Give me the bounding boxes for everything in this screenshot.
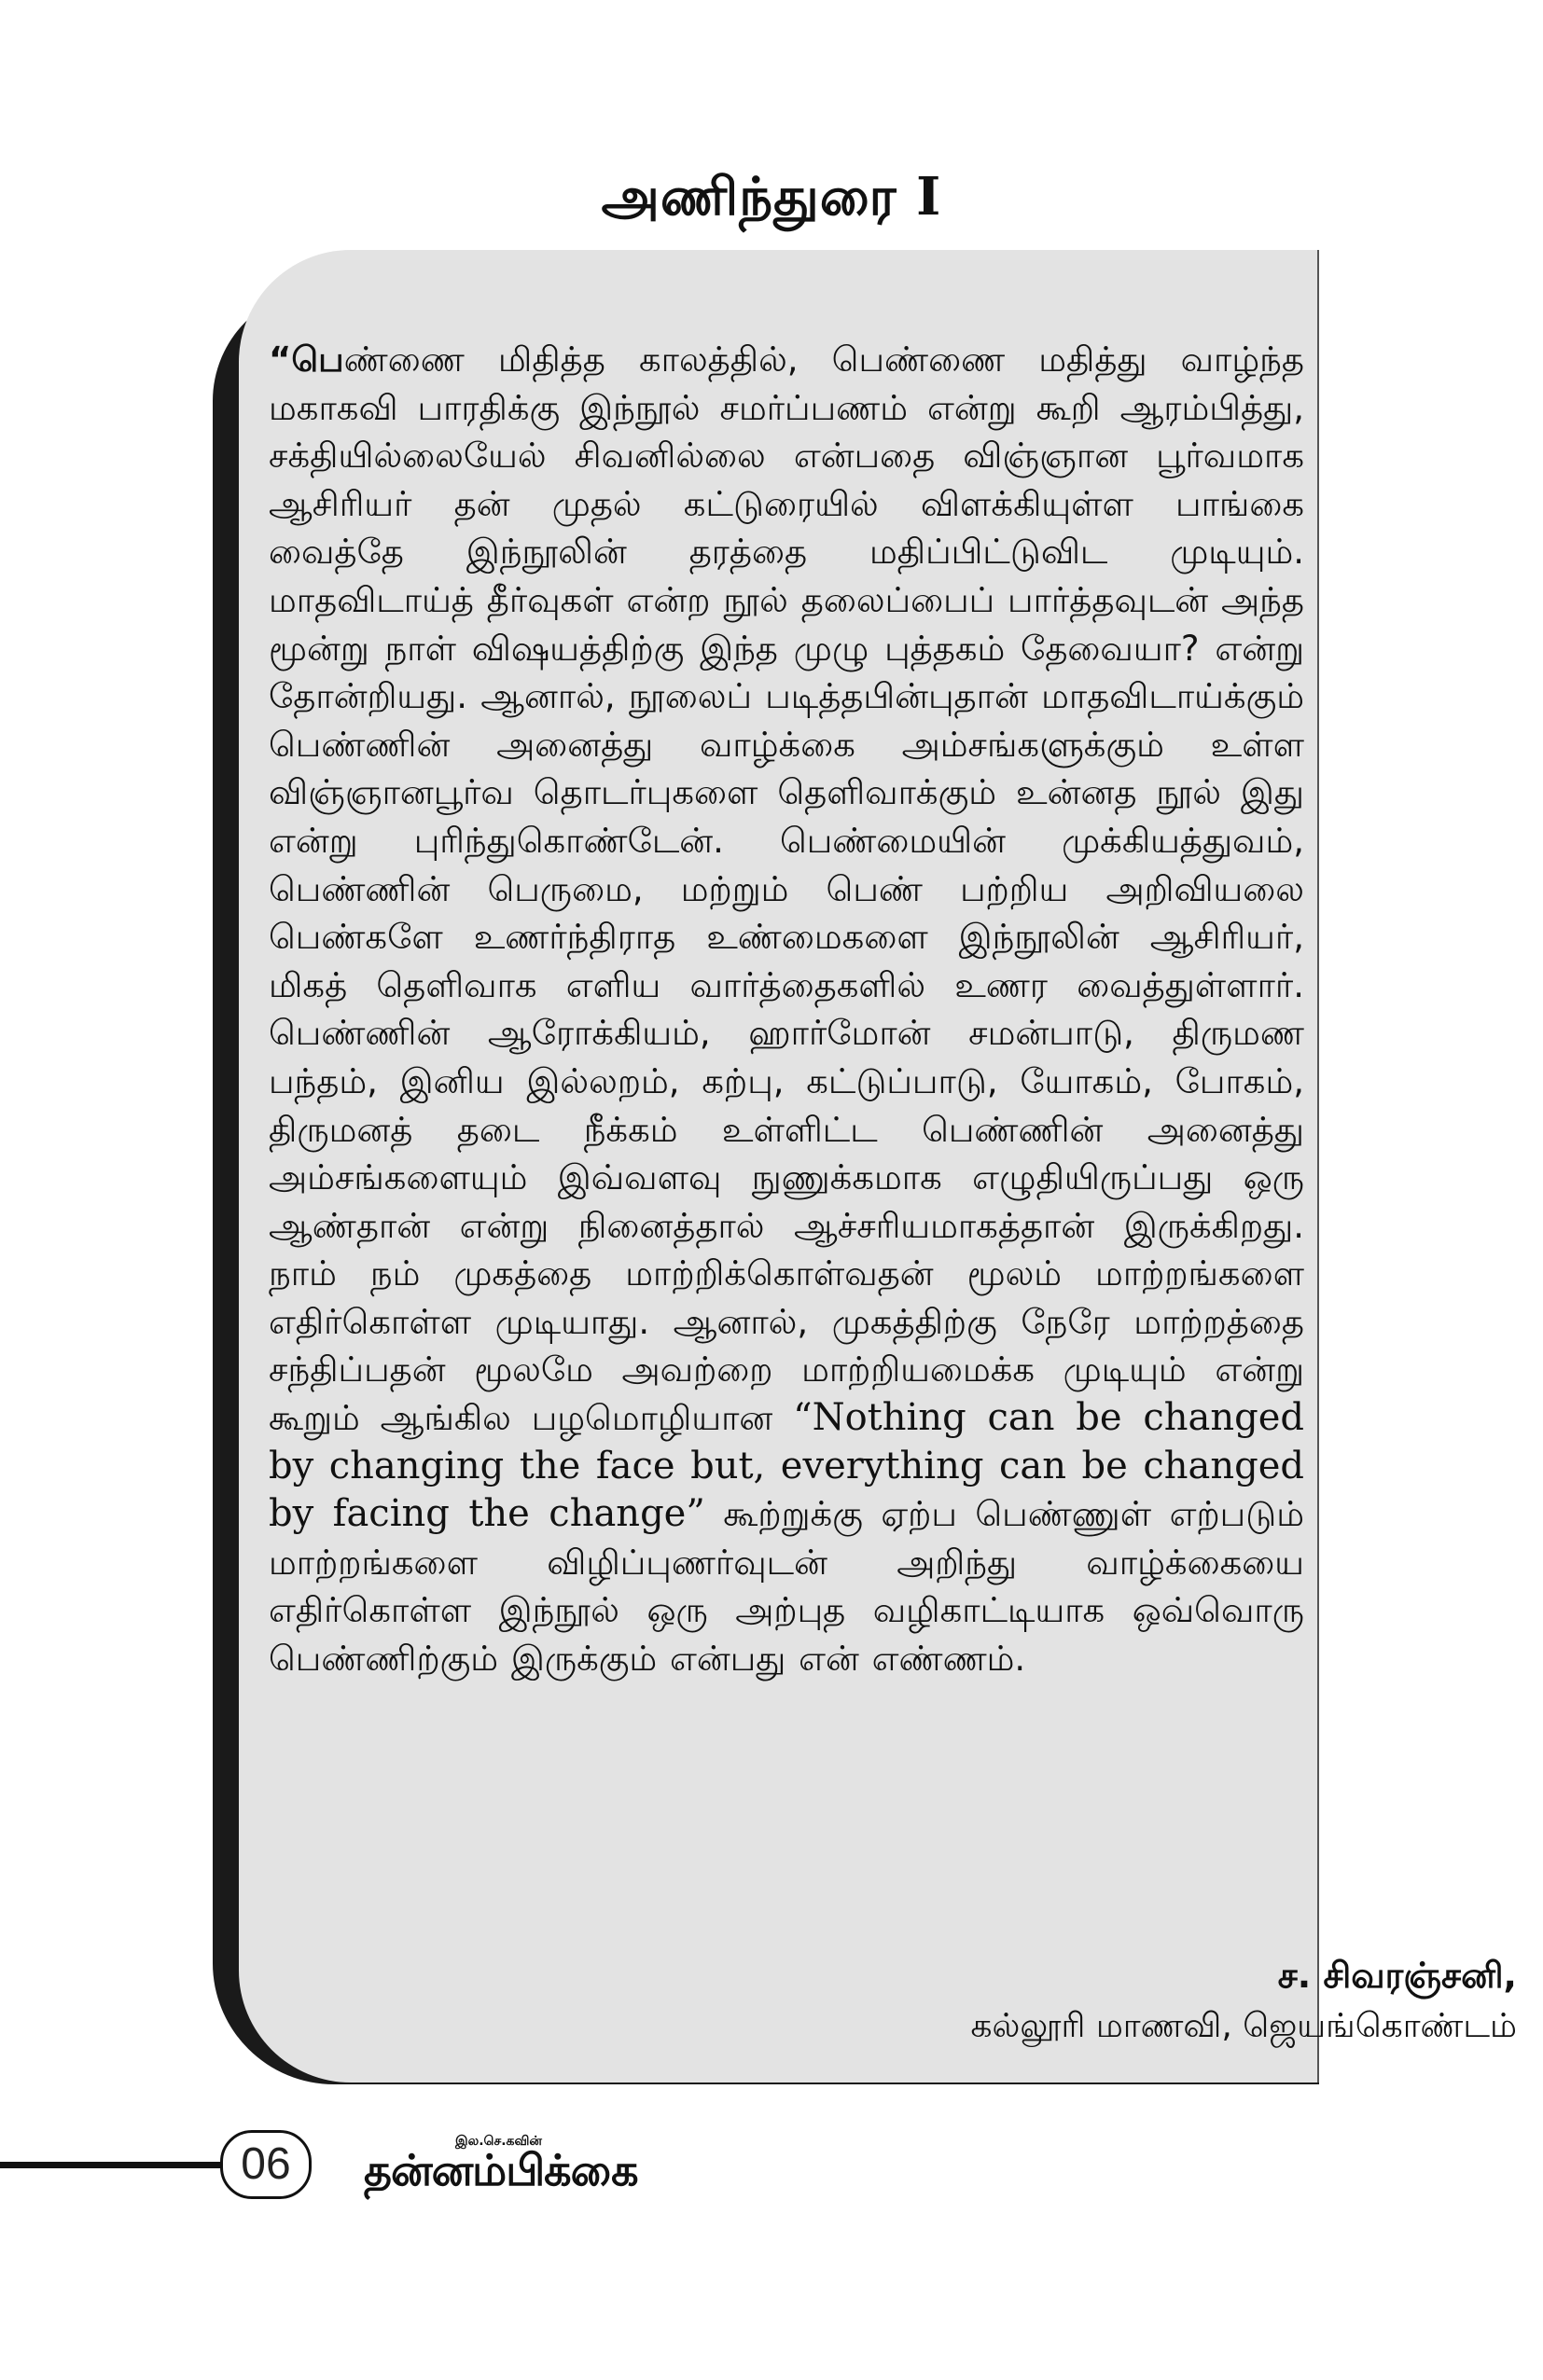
- footer-rule: [0, 2162, 224, 2168]
- page-number: 06: [220, 2130, 312, 2199]
- english-quote: “Nothing can be changed by changing the face but, everything can be changed by facing the change”: [269, 1396, 1304, 1536]
- brand-subtitle: இல.செ.கவின்: [455, 2134, 542, 2149]
- article-body: [269, 336, 1304, 1683]
- brand-logo: தன்னம்பிக்கை: [364, 2145, 638, 2195]
- body-text-part1: ண்ணை மிதித்த காலத்தில், பெண்ணை மதித்து வாழ்ந்த மகாகவி பாரதிக்கு இந்நூல் சமர்ப்பணம் என்று கூறி ஆரம்பித்து, சக்தியில்லையேல் சிவனில்லை என்பதை விஞ்ஞான பூர்வமாக ஆசிரியர் தன் முதல் கட்டுரையில் விளக்கியுள்ள பாங்கை வைத்தே இந்நூலின் தரத்தை மதிப்பிட்டுவிட முடியும். மாதவிடாய்த் தீர்வுகள் என்ற நூல் தலைப்பைப் பார்த்தவுடன் அந்த மூன்று நாள் விஷயத்திற்கு இந்த முழு புத்தகம் தேவையா? என்று தோன்றியது. ஆனால், நூலைப் படித்தபின்புதான் மாதவிடாய்க்கும் பெண்ணின் அனைத்து வாழ்க்கை அம்சங்களுக்கும் உள்ள விஞ்ஞானபூர்வ தொடர்புகளை தெளிவாக்கும் உன்னத நூல் இது என்று புரிந்துகொண்டேன். பெண்மையின் முக்கியத்துவம், பெண்ணின் பெருமை, மற்றும் பெண் பற்றிய அறிவியலை பெண்களே உணர்ந்திராத உண்மைகளை இந்நூலின் ஆசிரியர், மிகத் தெளிவாக எளிய வார்த்தைகளில் உணர வைத்துள்ளார். பெண்ணின் ஆரோக்கியம், ஹார்மோன் சமன்பாடு, திருமண பந்தம், இனிய இல்லறம், கற்பு, கட்டுப்பாடு, யோகம், போகம், திருமனத் தடை நீக்கம் உள்ளிட்ட பெண்ணின் அனைத்து அம்சங்களையும் இவ்வளவு நுணுக்கமாக எழுதியிருப்பது ஒரு ஆண்தான் என்று நினைத்தால் ஆச்சரியமாகத்தான் இருக்கிறது. நாம் நம் முகத்தை மாற்றிக்கொள்வதன் மூலம் மாற்றங்களை எதிர்கொள்ள முடியாது. ஆனால், முகத்திற்கு நேரே மாற்றத்தை சந்திப்பதன் மூலமே அவற்றை மாற்றியமைக்க முடியும் என்று கூறும் ஆங்கில பழமொழியான: [269, 339, 1304, 1439]
- page-title: அணிந்துரை I: [601, 166, 942, 228]
- lead-text: “பெ: [269, 339, 344, 380]
- signature-name: ச. சிவரஞ்சனி,: [1277, 1955, 1517, 1996]
- article-content: [269, 336, 1304, 1683]
- signature-role: கல்லூரி மாணவி, ஜெயங்கொண்டம்: [970, 2007, 1517, 2045]
- body-text-part2: கூற்றுக்கு ஏற்ப பெண்ணுள் எற்படும் மாற்றங்களை விழிப்புணர்வுடன் அறிந்து வாழ்க்கையை எதிர்கொள்ள இந்நூல் ஒரு அற்புத வழிகாட்டியாக ஒவ்வொரு பெண்ணிற்கும் இருக்கும் என்பது என் எண்ணம்.: [269, 1494, 1304, 1680]
